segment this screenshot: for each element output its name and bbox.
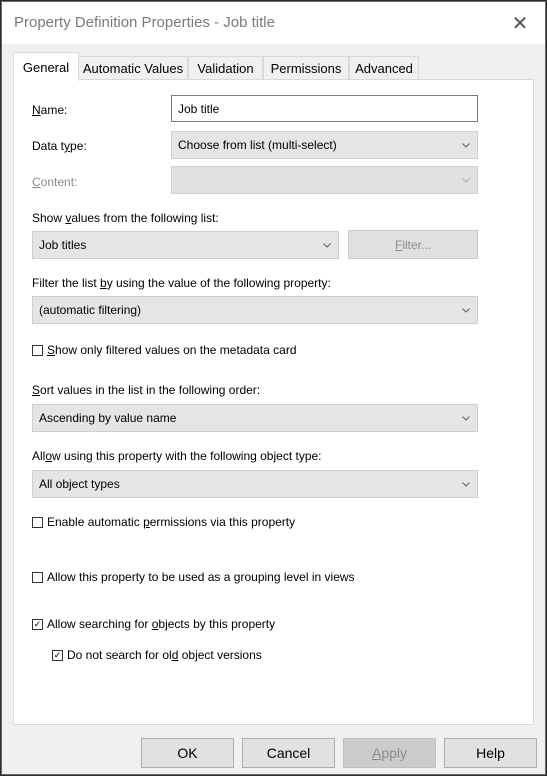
old-versions-checkbox[interactable] — [52, 648, 262, 662]
tab-general[interactable]: General — [13, 52, 79, 81]
object-type-label: Allow using this property with the following object type: — [32, 449, 322, 463]
apply-button: A pply — [343, 738, 436, 768]
grouping-level-label: Allow this property to be used as a grouping level in views — [47, 570, 355, 584]
tab-strip — [13, 52, 533, 80]
value-list-select[interactable]: Job titles — [32, 231, 339, 259]
tab-advanced[interactable]: Advanced — [349, 56, 419, 80]
check-icon: ✓ — [53, 649, 62, 660]
tab-permissions[interactable]: Permissions — [263, 56, 349, 80]
chevron-down-icon — [461, 479, 471, 489]
help-button[interactable]: Help — [444, 738, 537, 768]
allow-searching-checkbox[interactable] — [32, 617, 275, 631]
old-versions-label: Do not search for old object versions — [67, 648, 262, 662]
chevron-down-icon — [322, 240, 332, 250]
chevron-down-icon — [461, 413, 471, 423]
sort-order-select[interactable]: Ascending by value name — [32, 404, 478, 432]
dialog-window — [1, 1, 546, 775]
object-type-select[interactable]: All object types — [32, 470, 478, 498]
checkbox-box — [32, 517, 43, 528]
window-title: Property Definition Properties - Job title — [14, 14, 275, 31]
name-label: Name: — [32, 103, 68, 117]
name-input[interactable]: Job title — [171, 95, 478, 122]
grouping-level-checkbox[interactable] — [32, 570, 355, 584]
cancel-button[interactable]: Cancel — [242, 738, 335, 768]
automatic-permissions-label: Enable automatic permissions via this property — [47, 515, 296, 529]
checkbox-box — [32, 572, 43, 583]
chevron-down-icon — [461, 140, 471, 150]
show-filtered-label: Show only filtered values on the metadata card — [47, 343, 297, 357]
datatype-select[interactable]: Choose from list (multi-select) — [171, 131, 478, 159]
show-filtered-checkbox[interactable] — [32, 343, 297, 357]
filter-property-label: Filter the list by using the value of the following property: — [32, 276, 331, 290]
ok-button[interactable]: OK — [141, 738, 234, 768]
allow-searching-label: Allow searching for objects by this property — [47, 617, 276, 631]
title-bar — [2, 2, 545, 44]
datatype-label: Data type: — [32, 139, 87, 153]
checkbox-box — [32, 345, 43, 356]
content-select — [171, 166, 478, 194]
tab-validation[interactable]: Validation — [188, 56, 263, 80]
sort-label: Sort values in the list in the following order: — [32, 383, 261, 397]
chevron-down-icon — [461, 305, 471, 315]
automatic-permissions-checkbox[interactable] — [32, 515, 295, 529]
chevron-down-icon — [461, 175, 471, 185]
close-button[interactable] — [497, 2, 543, 44]
content-label: Content: — [32, 175, 78, 189]
filter-button: F ilter... — [348, 230, 478, 259]
tab-automatic-values[interactable]: Automatic Values — [78, 56, 188, 80]
check-icon: ✓ — [33, 618, 42, 629]
general-panel — [13, 79, 534, 725]
show-values-label: Show values from the following list: — [32, 211, 219, 225]
close-icon: ✕ — [511, 12, 529, 35]
filter-property-select[interactable]: (automatic filtering) — [32, 296, 478, 324]
